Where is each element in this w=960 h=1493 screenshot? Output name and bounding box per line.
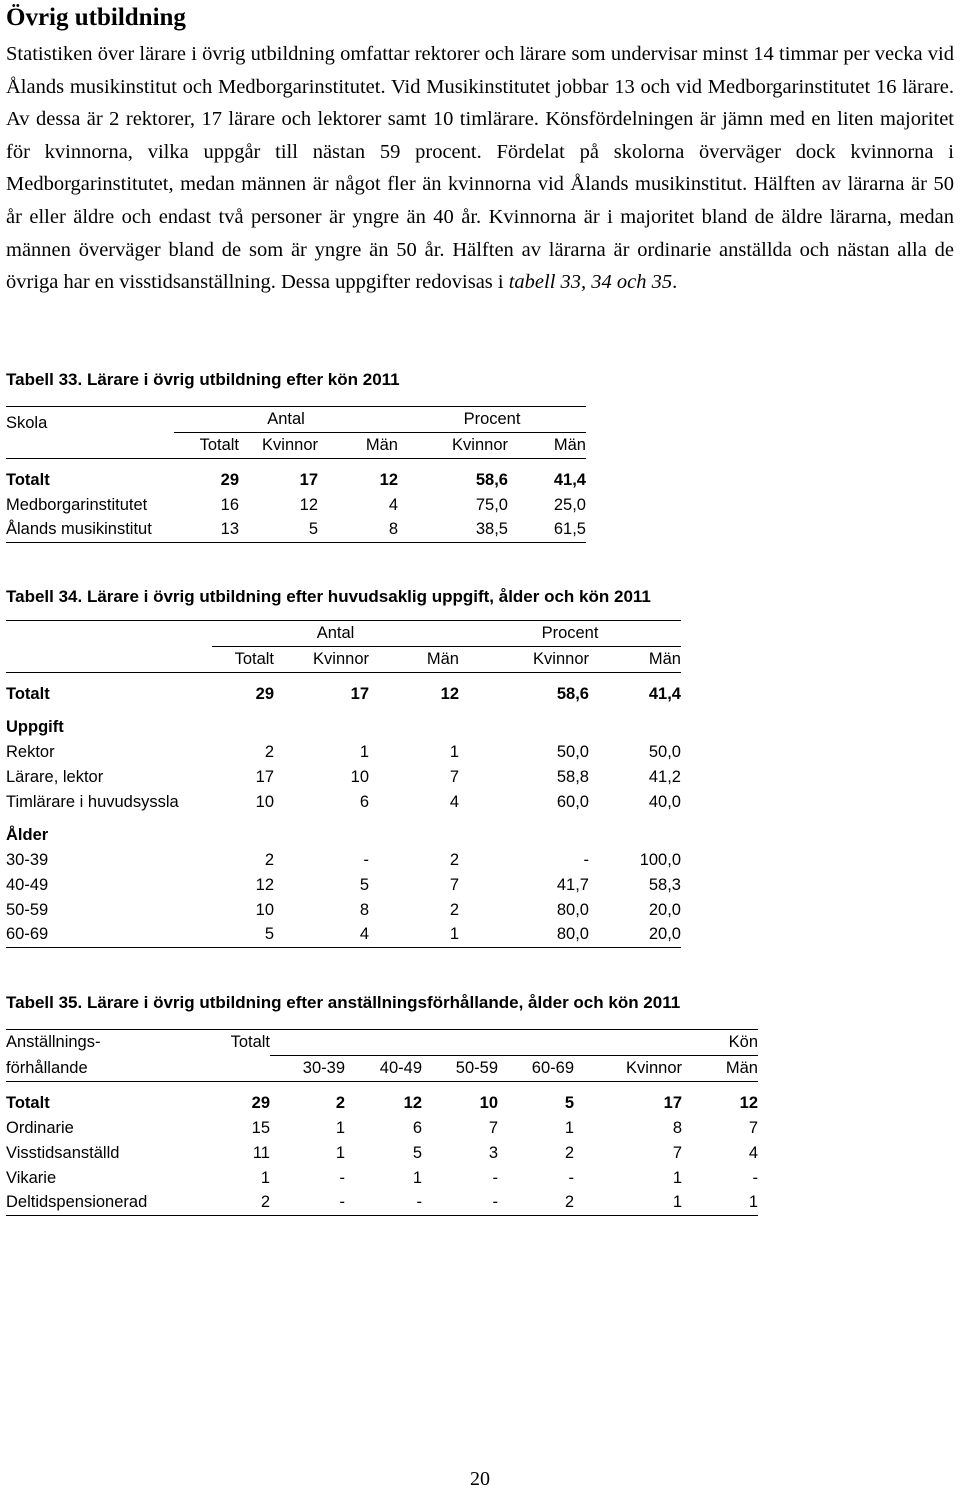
- page-number: 20: [470, 1468, 490, 1490]
- table35-header-totalt: Totalt: [200, 1030, 270, 1056]
- table34-row: Lärare, lektor 17 10 7 58,8 41,2: [6, 767, 681, 786]
- table35-col-60-69: 60-69: [498, 1056, 574, 1082]
- table34-header-row1: [6, 621, 681, 647]
- intro-text: Statistiken över lärare i övrig utbildning omfattar rektorer och lärare som undervisar minst 14 timmar per vecka vid Ålands musikinstitut och Medborgarinstitutet. Vid Musikinstitutet jobbar 13 och vid Medborgarinstitutet 16 lärare. Av dessa är 2 rektorer, 17 lärare och lektorer samt 10 timlärare. Könsfördelningen är jämn med en liten majoritet för kvinnorna, vilka uppgår till nästan 59 procent. Fördelat på skolorna överväger dock kvinnorna i Medborgarinstitutet, medan männen är något fler än kvinnorna vid Ålands musikinstitut. Hälften av lärarna är 50 år eller äldre och endast två personer är yngre än 40 år. Kvinnorna är i majoritet bland de äldre lärarna, medan männen överväger bland de som är yngre än 50 år. Hälften av lärarna är ordinarie anställda och nästan alla de övriga har en visstidsanställning. Dessa uppgifter redovisas i: [6, 43, 954, 294]
- table35-header-kon: Kön: [574, 1030, 758, 1056]
- table35-row: Visstidsanställd 11 1 5 3 2 7 4: [6, 1143, 758, 1162]
- table34-row-totalt: Totalt 29 17 12 58,6 41,4: [6, 684, 681, 703]
- table-reference: tabell 33, 34 och 35: [508, 271, 673, 294]
- table35-col-40-49: 40-49: [345, 1056, 422, 1082]
- table35-caption: Tabell 35. Lärare i övrig utbildning efter anställningsförhållande, ålder och kön 2011: [6, 993, 681, 1012]
- table33-header-school: Skola: [6, 407, 174, 433]
- table35-col-man: Män: [682, 1056, 758, 1082]
- table34-header-row2: [6, 647, 681, 673]
- table35-row: Deltidspensionerad 2 - - - 2 1 1: [6, 1191, 758, 1216]
- table33-row-medborgar: Medborgarinstitutet 16 12 4 75,0 25,0: [6, 495, 586, 514]
- table34-row: 60-69 5 4 1 80,0 20,0: [6, 923, 681, 948]
- table33-col-kvinnor-pct: Kvinnor: [398, 433, 508, 459]
- table35-row: Vikarie 1 - 1 - - 1 -: [6, 1168, 758, 1187]
- table34-row: 40-49 12 5 7 41,7 58,3: [6, 875, 681, 894]
- table34-col-kvinnor-pct: Kvinnor: [459, 647, 589, 673]
- table34-col-man: Män: [369, 647, 459, 673]
- table33-header-antal: Antal: [174, 407, 398, 433]
- intro-paragraph: [6, 38, 954, 299]
- table34: [6, 620, 681, 948]
- table34-header-antal: Antal: [212, 621, 459, 647]
- table33-col-totalt: Totalt: [174, 433, 239, 459]
- table34-group-uppgift: Uppgift: [6, 717, 64, 736]
- table34-row: 30-39 2 - 2 - 100,0: [6, 850, 681, 869]
- table35-header-row1: [6, 1030, 758, 1056]
- intro-end: .: [672, 271, 678, 294]
- table33-header-row2: [6, 433, 586, 459]
- table35: [6, 1029, 758, 1216]
- table33-col-kvinnor: Kvinnor: [239, 433, 318, 459]
- table34-col-man-pct: Män: [589, 647, 681, 673]
- table35-col-50-59: 50-59: [422, 1056, 498, 1082]
- table33-header-row1: [6, 407, 586, 433]
- table35-col-30-39: 30-39: [270, 1056, 345, 1082]
- section-title: Övrig utbildning: [6, 4, 186, 31]
- table34-row: Timlärare i huvudsyssla 10 6 4 60,0 40,0: [6, 792, 681, 811]
- table34-row: 50-59 10 8 2 80,0 20,0: [6, 900, 681, 919]
- table34-group-alder: Ålder: [6, 825, 49, 844]
- table35-header-forhallande: förhållande: [6, 1056, 200, 1082]
- table33-caption: Tabell 33. Lärare i övrig utbildning efter kön 2011: [6, 370, 400, 389]
- table34-caption: Tabell 34. Lärare i övrig utbildning efter huvudsaklig uppgift, ålder och kön 2011: [6, 587, 651, 606]
- table33-header-procent: Procent: [398, 407, 586, 433]
- table35-header-anstallnings: Anställnings-: [6, 1030, 200, 1056]
- table34-row: Rektor 2 1 1 50,0 50,0: [6, 742, 681, 761]
- table33: [6, 406, 586, 543]
- table34-header-procent: Procent: [459, 621, 681, 647]
- table35-header-row2: [6, 1056, 758, 1082]
- table34-col-totalt: Totalt: [212, 647, 274, 673]
- table35-row: Ordinarie 15 1 6 7 1 8 7: [6, 1118, 758, 1137]
- table33-col-man: Män: [318, 433, 398, 459]
- table34-col-kvinnor: Kvinnor: [274, 647, 369, 673]
- table35-row-totalt: Totalt 29 2 12 10 5 17 12: [6, 1093, 758, 1112]
- table35-col-kvinnor: Kvinnor: [574, 1056, 682, 1082]
- table33-col-man-pct: Män: [508, 433, 586, 459]
- table33-row-musikinstitut: Ålands musikinstitut 13 5 8 38,5 61,5: [6, 518, 586, 543]
- table33-row-totalt: Totalt 29 17 12 58,6 41,4: [6, 470, 586, 489]
